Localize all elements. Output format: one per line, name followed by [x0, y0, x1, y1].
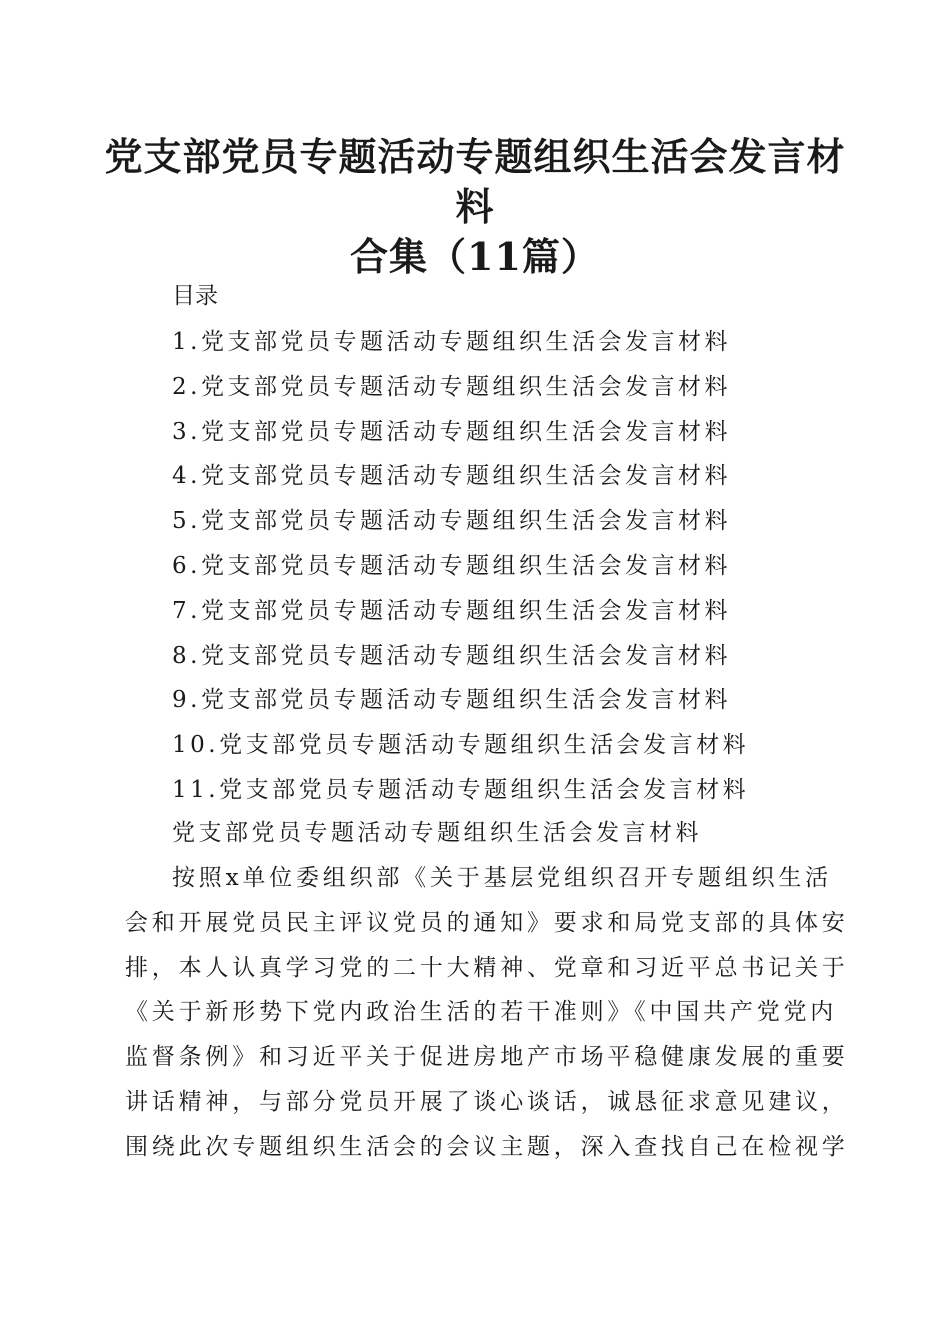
toc-item-9[interactable]: 9.党支部党员专题活动专题组织生活会发言材料 — [172, 687, 731, 714]
body-line: 会和开展党员民主评议党员的通知》要求和局党支部的具体安 — [125, 909, 849, 936]
table-of-contents — [172, 324, 749, 817]
toc-item-7[interactable]: 7.党支部党员专题活动专题组织生活会发言材料 — [172, 597, 731, 624]
toc-item-1[interactable]: 1.党支部党员专题活动专题组织生活会发言材料 — [172, 329, 731, 355]
body-line: 讲话精神，与部分党员开展了谈心谈话，诚恳征求意见建议， — [125, 1088, 849, 1115]
body-line: 排，本人认真学习党的二十大精神、党章和习近平总书记关于 — [125, 954, 849, 981]
title-line-1: 党支部党员专题活动专题组织生活会发言材料 — [104, 134, 846, 229]
toc-item-2[interactable]: 2.党支部党员专题活动专题组织生活会发言材料 — [172, 373, 731, 400]
toc-item-4[interactable]: 4.党支部党员专题活动专题组织生活会发言材料 — [172, 463, 731, 490]
title-line-2: 合集（11篇） — [350, 234, 600, 279]
body-line: 按照x单位委组织部《关于基层党组织召开专题组织生活 — [172, 865, 832, 891]
body-line: 围绕此次专题组织生活会的会议主题，深入查找自己在检视学 — [125, 1133, 849, 1160]
body-paragraph — [125, 860, 849, 1174]
body-line: 监督条例》和习近平关于促进房地产市场平稳健康发展的重要 — [125, 1044, 849, 1071]
toc-item-11[interactable]: 11.党支部党员专题活动专题组织生活会发言材料 — [172, 776, 750, 803]
document-title — [95, 132, 855, 282]
toc-item-6[interactable]: 6.党支部党员专题活动专题组织生活会发言材料 — [172, 552, 731, 579]
toc-item-3[interactable]: 3.党支部党员专题活动专题组织生活会发言材料 — [172, 418, 731, 445]
toc-label: 目录 — [172, 283, 218, 309]
toc-item-5[interactable]: 5.党支部党员专题活动专题组织生活会发言材料 — [172, 508, 731, 535]
body-line: 《关于新形势下党内政治生活的若干准则》《中国共产党党内 — [125, 999, 838, 1026]
toc-item-8[interactable]: 8.党支部党员专题活动专题组织生活会发言材料 — [172, 642, 731, 669]
section-title: 党支部党员专题活动专题组织生活会发言材料 — [172, 820, 702, 846]
toc-item-10[interactable]: 10.党支部党员专题活动专题组织生活会发言材料 — [172, 732, 750, 759]
